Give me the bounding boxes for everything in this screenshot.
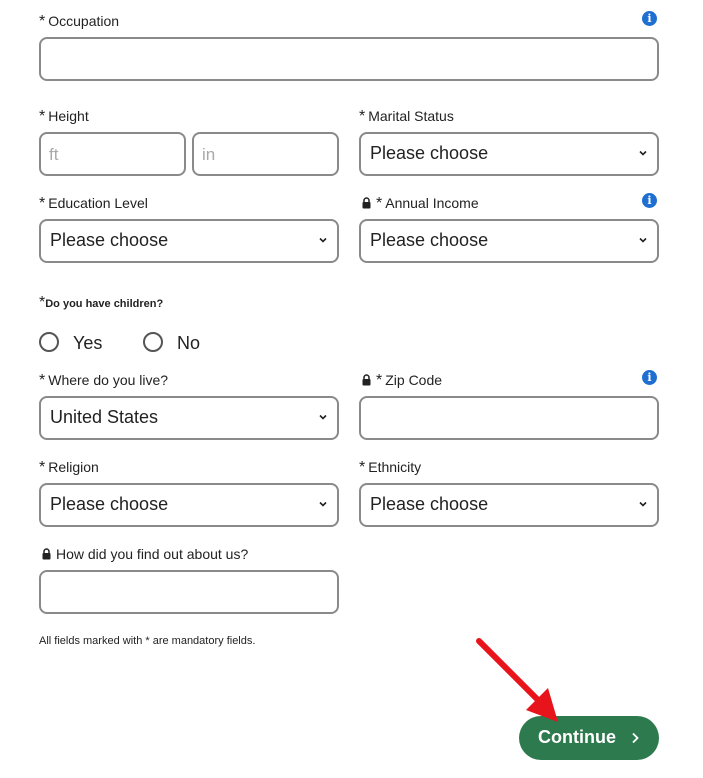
annual-income-select[interactable] (359, 219, 659, 263)
height-feet-input[interactable] (39, 132, 186, 176)
ethnicity-label-text: Ethnicity (368, 459, 422, 475)
residence-label (39, 372, 168, 389)
marital-status-label (359, 108, 454, 125)
zip-code-info-icon[interactable]: i (642, 370, 657, 385)
chevron-right-icon (631, 732, 639, 744)
education-level-label (39, 195, 148, 212)
required-mark: * (39, 294, 46, 311)
required-mark: * (359, 459, 366, 476)
marital-status-select[interactable] (359, 132, 659, 176)
lock-icon (361, 197, 372, 209)
height-label-text: Height (48, 108, 89, 124)
mandatory-fields-note: All fields marked with * are mandatory fields. (39, 635, 256, 647)
chevron-down-icon (638, 148, 648, 158)
required-mark: * (39, 459, 46, 476)
occupation-label (39, 13, 119, 30)
children-no-label[interactable]: No (177, 333, 201, 353)
children-no-radio[interactable] (143, 332, 163, 352)
marital-status-label-text: Marital Status (368, 108, 454, 124)
required-mark: * (376, 195, 383, 212)
annual-income-label-text: Annual Income (385, 195, 479, 211)
chevron-down-icon (318, 235, 328, 245)
annual-income-value: Please choose (370, 230, 489, 250)
height-label (39, 108, 89, 125)
children-yes-label[interactable]: Yes (73, 333, 103, 353)
chevron-down-icon (638, 235, 648, 245)
required-mark: * (39, 108, 46, 125)
chevron-down-icon (318, 412, 328, 422)
residence-select[interactable] (39, 396, 339, 440)
religion-label (39, 459, 99, 476)
lock-icon (41, 548, 52, 560)
occupation-input[interactable] (39, 37, 659, 81)
residence-label-text: Where do you live? (48, 372, 169, 388)
zip-code-label (361, 372, 442, 389)
required-mark: * (376, 372, 383, 389)
education-level-select[interactable] (39, 219, 339, 263)
zip-code-input[interactable] (359, 396, 659, 440)
required-mark: * (39, 372, 46, 389)
children-yes-radio[interactable] (39, 332, 59, 352)
education-level-value: Please choose (50, 230, 169, 250)
ethnicity-label (359, 459, 421, 476)
marital-status-value: Please choose (370, 143, 489, 163)
education-level-label-text: Education Level (48, 195, 148, 211)
annotation-arrow (470, 632, 570, 730)
chevron-down-icon (638, 499, 648, 509)
ethnicity-value: Please choose (370, 494, 489, 514)
residence-value: United States (50, 407, 159, 427)
religion-label-text: Religion (48, 459, 99, 475)
children-question (39, 294, 163, 312)
religion-value: Please choose (50, 494, 169, 514)
referral-label (41, 546, 248, 562)
annual-income-info-icon[interactable]: i (642, 193, 657, 208)
zip-code-label-text: Zip Code (385, 372, 443, 388)
height-inches-placeholder: in (202, 145, 216, 164)
occupation-info-icon[interactable]: i (642, 11, 657, 26)
ethnicity-select[interactable] (359, 483, 659, 527)
referral-input[interactable] (39, 570, 339, 614)
religion-select[interactable] (39, 483, 339, 527)
required-mark: * (39, 13, 46, 30)
occupation-label-text: Occupation (48, 13, 120, 29)
height-feet-placeholder: ft (49, 145, 59, 164)
annual-income-label (361, 195, 479, 212)
lock-icon (361, 374, 372, 386)
height-inches-input[interactable] (192, 132, 339, 176)
continue-button-label: Continue (538, 727, 616, 747)
referral-label-text: How did you find out about us? (56, 546, 249, 562)
required-mark: * (39, 195, 46, 212)
chevron-down-icon (318, 499, 328, 509)
required-mark: * (359, 108, 366, 125)
children-question-text: Do you have children? (45, 298, 164, 310)
